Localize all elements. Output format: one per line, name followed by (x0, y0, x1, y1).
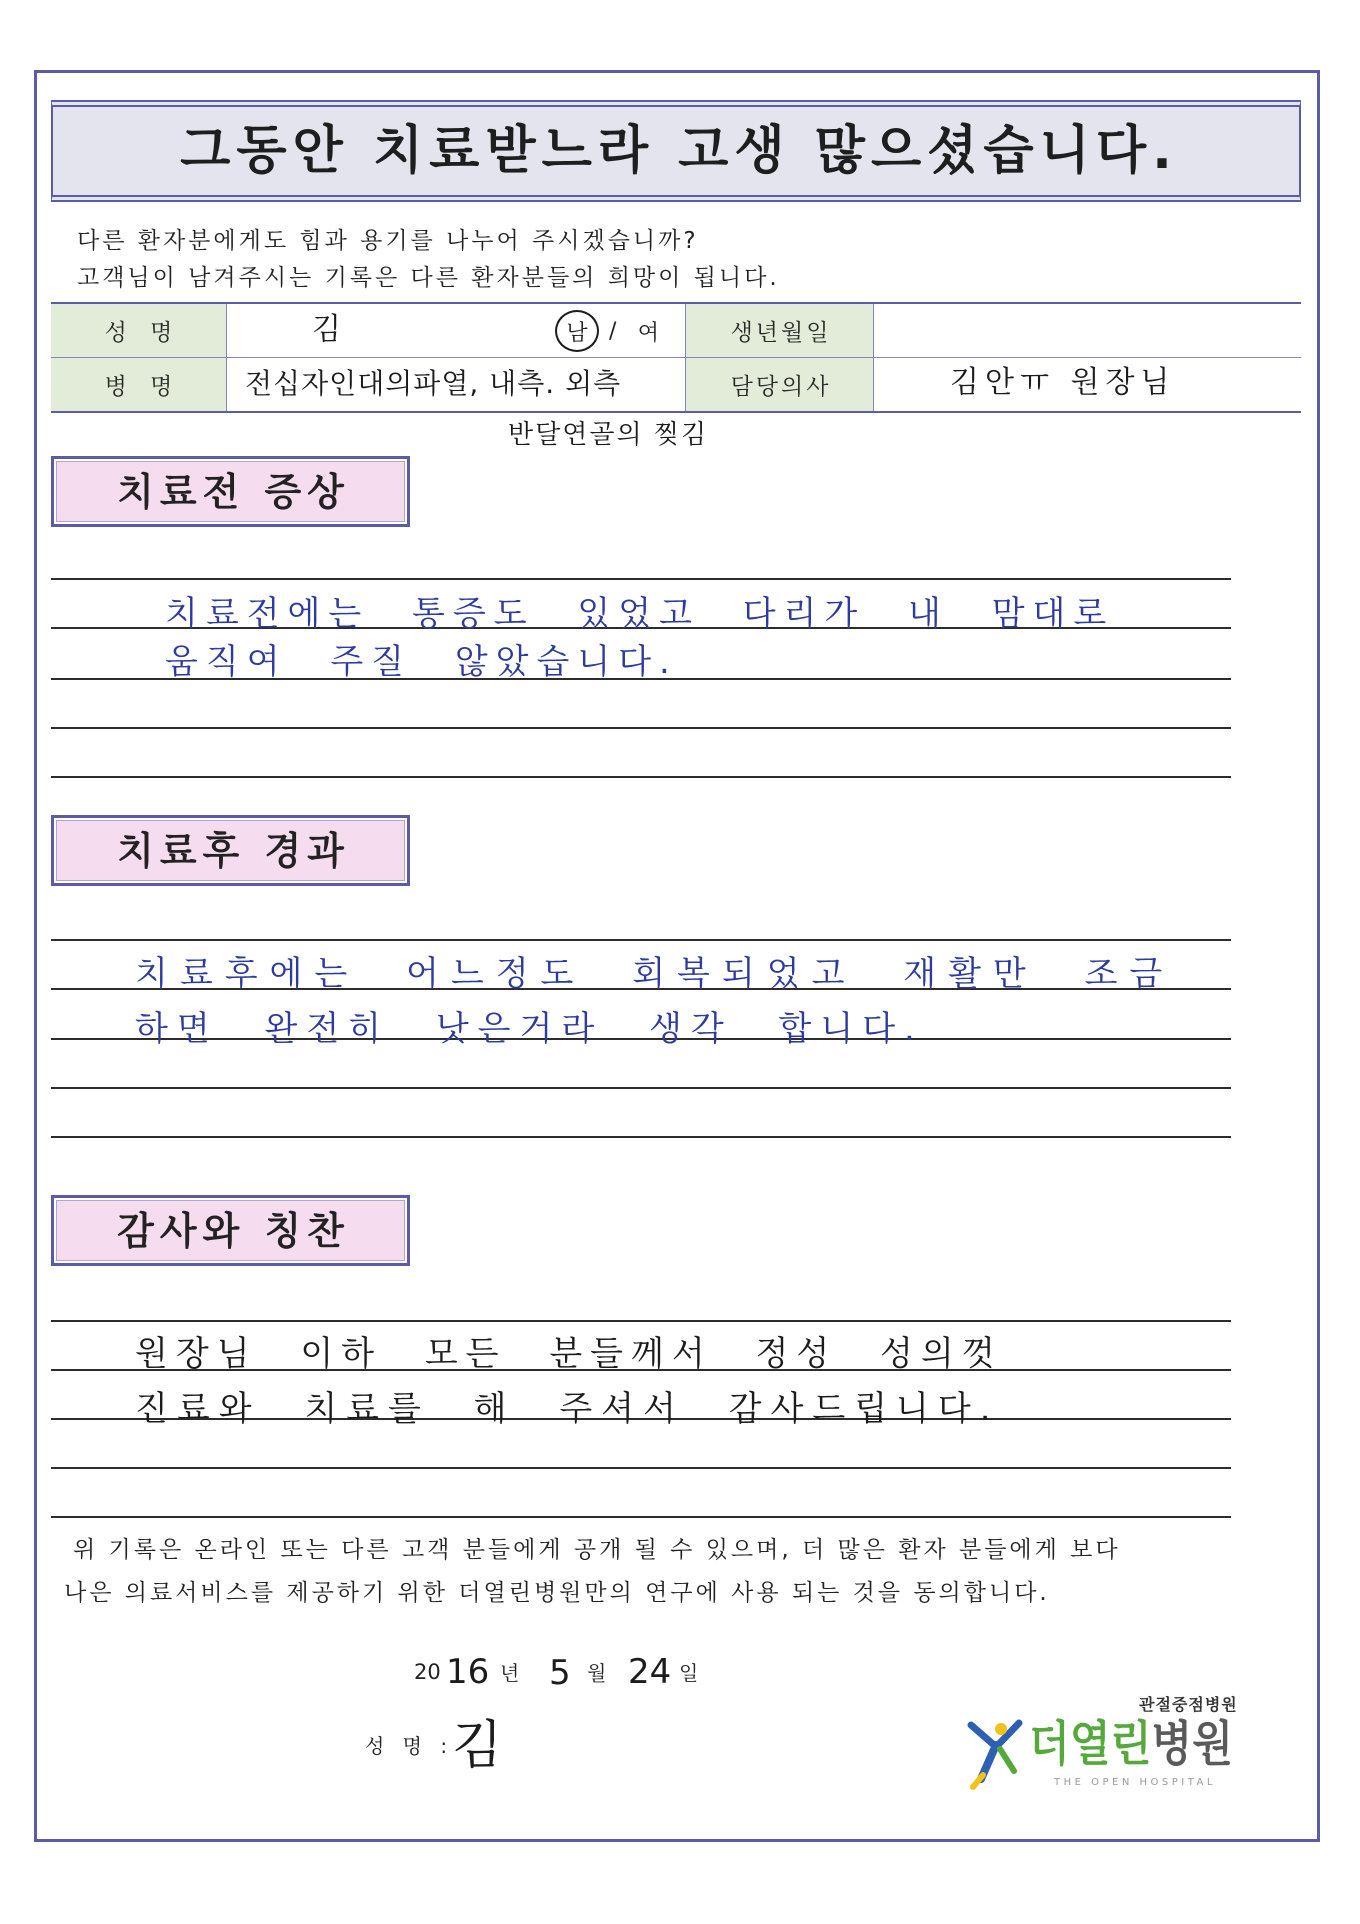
doctor-value: 김안ㅠ 원장님 (950, 365, 1176, 400)
handwritten-line: 하면 완전히 낫은거라 생각 합니다. (135, 1009, 924, 1049)
writing-line (51, 1320, 1231, 1322)
section-heading-label: 치료전 증상 (117, 469, 350, 514)
diagnosis-value-cell (227, 358, 686, 411)
handwritten-line: 진료와 치료를 해 주셔서 감사드립니다. (135, 1389, 1000, 1429)
page-title: 그동안 치료받느라 고생 많으셨습니다. (180, 121, 1178, 181)
signature-value: 김 (452, 1716, 503, 1776)
person-figure-icon (966, 1715, 1024, 1791)
diagnosis-value: 전십자인대의파열, 내측. 외측 (245, 367, 622, 400)
name-label-cell (51, 304, 227, 358)
date-month-unit: 월 (587, 1661, 607, 1685)
consent-line: 나은 의료서비스를 제공하기 위한 더열린병원만의 연구에 사용 되는 것을 동의합니다. (64, 1580, 1050, 1606)
logo-name-green: 더열린 (1029, 1716, 1152, 1772)
date-day-unit: 일 (679, 1661, 699, 1685)
writing-line (51, 578, 1231, 580)
section-heading-thanks (51, 1195, 410, 1266)
name-value: 김 (312, 312, 341, 347)
gender-selector (555, 310, 670, 352)
hospital-logo (960, 1690, 1250, 1794)
intro-line: 고객님이 남겨주시는 기록은 다른 환자분들의 희망이 됩니다. (77, 265, 780, 291)
name-label: 성 명 (104, 320, 181, 346)
logo-name (1029, 1716, 1233, 1772)
title-banner (51, 100, 1301, 202)
logo-name-gray: 병원 (1151, 1716, 1234, 1772)
writing-line (51, 776, 1231, 778)
doctor-label-cell (686, 358, 874, 411)
section-heading-label: 감사와 칭찬 (117, 1208, 350, 1253)
writing-line (51, 1516, 1231, 1518)
diagnosis-value-continuation: 반달연골의 찢김 (508, 420, 709, 450)
date-month: 5 (549, 1653, 571, 1693)
handwritten-line: 원장님 이하 모든 분들께서 정성 성의껏 (135, 1334, 1003, 1374)
consent-line: 위 기록은 온라인 또는 다른 고객 분들에게 공개 될 수 있으며, 더 많은 환자 분들에게 보다 (73, 1537, 1121, 1563)
date-year: 16 (446, 1652, 490, 1692)
signature-label: 성 명 : (365, 1734, 454, 1758)
date-day: 24 (628, 1652, 672, 1692)
gender-female-option: 여 (637, 320, 660, 346)
doctor-label: 담당의사 (730, 374, 832, 400)
diagnosis-label-cell (51, 358, 227, 411)
writing-line (51, 1136, 1231, 1138)
section-heading-after-treatment (51, 815, 410, 886)
gender-separator: / (609, 318, 617, 344)
date-year-prefix: 20 (414, 1660, 441, 1684)
writing-line (51, 727, 1231, 729)
section-heading-label: 치료후 경과 (117, 828, 350, 873)
birthdate-value-cell (874, 304, 1301, 358)
handwritten-line: 움직여 주질 않았습니다. (165, 642, 678, 682)
gender-male-option: 남 (555, 310, 599, 352)
doctor-value-cell (874, 358, 1301, 411)
patient-info-table (51, 302, 1301, 413)
handwritten-line: 치료전에는 통증도 있었고 다리가 내 맘대로 (165, 594, 1115, 634)
writing-line (51, 1467, 1231, 1469)
date-year-unit: 년 (500, 1661, 520, 1685)
logo-english-name: THE OPEN HOSPITAL (1054, 1777, 1216, 1788)
birthdate-label-cell (686, 304, 874, 358)
name-value-cell (227, 304, 686, 358)
writing-line (51, 939, 1231, 941)
birthdate-label: 생년월일 (730, 320, 832, 346)
writing-line (51, 1087, 1231, 1089)
diagnosis-label: 병 명 (104, 374, 181, 400)
logo-tagline: 관절중점병원 (1139, 1695, 1238, 1714)
section-heading-before-treatment (51, 456, 410, 527)
handwritten-line: 치료후에는 어느정도 회복되었고 재활만 조금 (135, 954, 1175, 994)
intro-line: 다른 환자분에게도 힘과 용기를 나누어 주시겠습니까? (77, 228, 699, 254)
